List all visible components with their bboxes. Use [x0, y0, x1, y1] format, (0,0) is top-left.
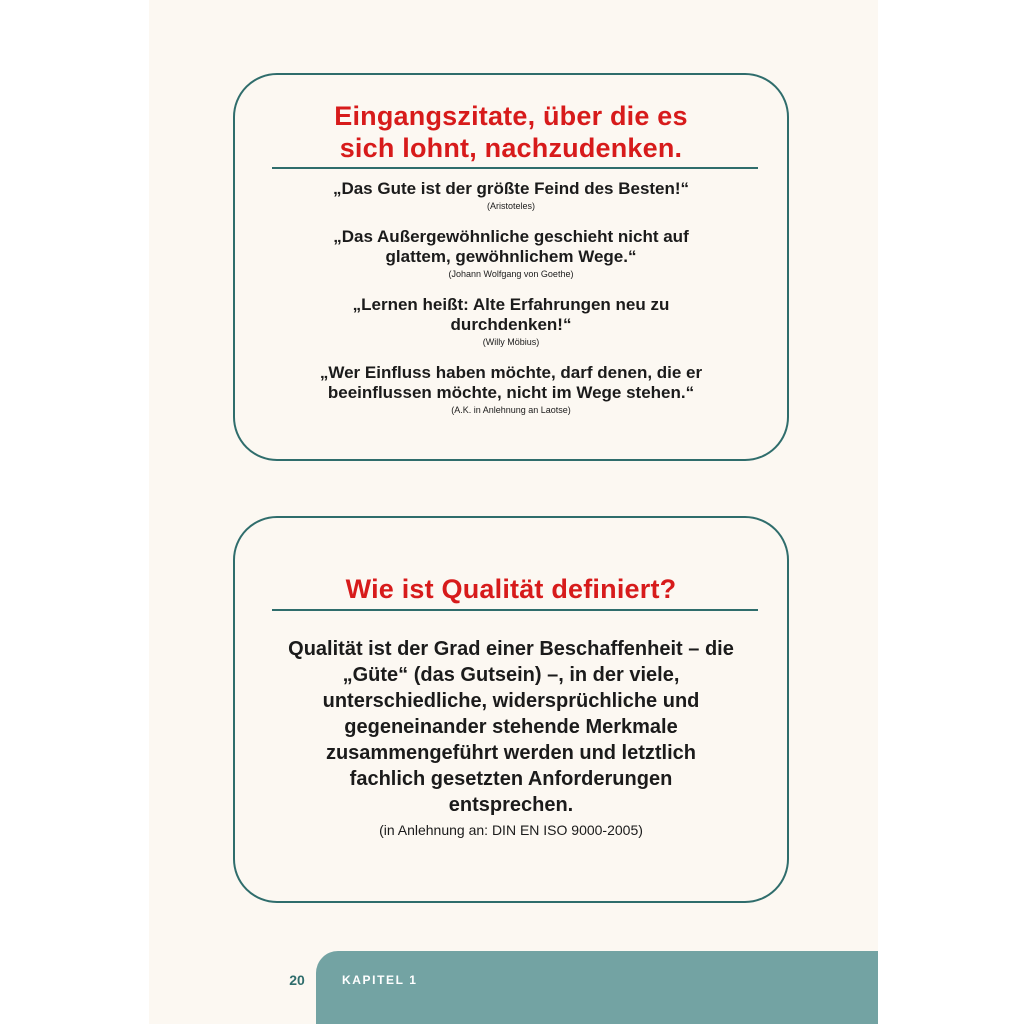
definition-text: [235, 636, 787, 818]
quote-author: (Aristoteles): [486, 201, 535, 211]
page-number: 20: [289, 972, 305, 988]
definition-line: entsprechen.: [448, 794, 574, 816]
quote-text-line: „Lernen heißt: Alte Erfahrungen neu zu: [352, 295, 670, 314]
quote-author: (Willy Möbius): [482, 337, 540, 347]
quote-text-line: „Wer Einfluss haben möchte, darf denen, die er: [319, 363, 703, 382]
chapter-band: [316, 951, 878, 1024]
definition-card-title: Wie ist Qualität definiert?: [345, 574, 677, 604]
definition-card: [233, 516, 789, 903]
quotes-card: [233, 73, 789, 461]
definition-line: gegeneinander stehende Merkmale: [344, 716, 678, 738]
definition-line: zusammengeführt werden und letztlich: [325, 742, 697, 764]
definition-source: (in Anlehnung an: DIN EN ISO 9000-2005): [379, 822, 643, 838]
definition-line: „Güte“ (das Gutsein) –, in der viele,: [342, 664, 680, 686]
quotes-card-title: [235, 100, 787, 164]
quotes-card-title-line: sich lohnt, nachzudenken.: [339, 133, 683, 163]
definition-line: unterschiedliche, widersprüchliche und: [322, 690, 700, 712]
quote-item: [235, 179, 787, 212]
quote-author: (Johann Wolfgang von Goethe): [448, 269, 574, 279]
chapter-label: KAPITEL 1: [342, 973, 418, 987]
quote-text-line: beeinflussen möchte, nicht im Wege stehen.“: [327, 383, 695, 402]
definition-line: fachlich gesetzten Anforderungen: [349, 768, 673, 790]
book-page: [149, 0, 878, 1024]
quote-text-line: durchdenken!“: [450, 315, 572, 334]
quote-item: [235, 363, 787, 416]
quote-text-line: „Das Außergewöhnliche geschieht nicht auf: [333, 227, 689, 246]
quote-text-line: „Das Gute ist der größte Feind des Besten!“: [332, 179, 690, 198]
quote-item: [235, 227, 787, 280]
title-divider: [272, 167, 758, 169]
quote-text-line: glattem, gewöhnlichem Wege.“: [385, 247, 637, 266]
quote-item: [235, 295, 787, 348]
definition-line: Qualität ist der Grad einer Beschaffenheit – die: [288, 638, 734, 660]
title-divider: [272, 609, 758, 611]
quotes-card-title-line: Eingangszitate, über die es: [334, 101, 688, 131]
quote-author: (A.K. in Anlehnung an Laotse): [451, 405, 571, 415]
quote-list: [235, 179, 787, 431]
